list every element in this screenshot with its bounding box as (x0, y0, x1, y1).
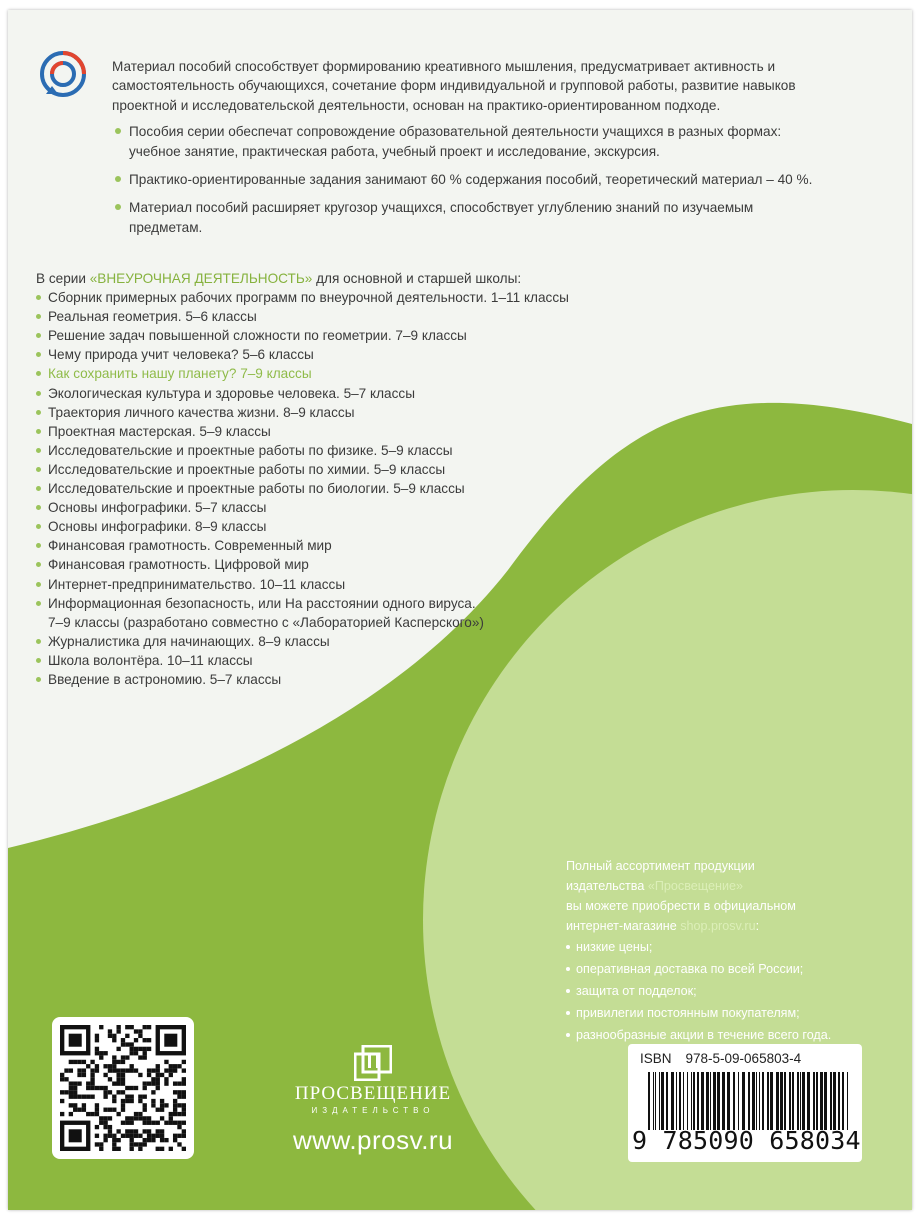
series-list-item (36, 555, 656, 574)
isbn-number: 978-5-09-065803-4 (685, 1051, 802, 1066)
series-logo-icon (38, 48, 94, 104)
series-item-text: Финансовая грамотность. Цифровой мир (48, 557, 309, 573)
publisher-brand: «Просвещение» (647, 879, 743, 893)
bullet-dot-icon (566, 1011, 570, 1015)
series-list-item (36, 575, 656, 594)
bullet-dot-icon (36, 333, 41, 338)
bullet-dot-icon (566, 967, 570, 971)
series-heading-suffix: для основной и старшей школы: (312, 271, 522, 286)
series-list-item (36, 345, 656, 364)
series-item-text: Школа волонтёра. 10–11 классы (48, 652, 253, 668)
series-list-item (36, 384, 656, 403)
qr-code-icon (60, 1025, 186, 1151)
series-item-text: Проектная мастерская. 5–9 классы (48, 423, 271, 439)
bullet-dot-icon (36, 371, 41, 376)
series-list-item (36, 479, 656, 498)
intro-block (103, 57, 815, 246)
series-item-text: Финансовая грамотность. Современный мир (48, 538, 332, 554)
shop-line-text: интернет-магазине (566, 919, 681, 933)
qr-code[interactable] (52, 1017, 194, 1159)
bullet-dot-icon (36, 486, 41, 491)
bullet-dot-icon (36, 391, 41, 396)
series-list-item (36, 326, 656, 345)
publisher-website[interactable]: www.prosv.ru (292, 1125, 454, 1155)
series-item-text: 7–9 классы (разработано совместно с «Лабораторией Касперского») (48, 614, 484, 630)
series-item-text: Введение в астрономию. 5–7 классы (48, 671, 282, 687)
bullet-dot-icon (36, 639, 41, 644)
series-list-item (36, 403, 656, 422)
intro-bullet (115, 122, 815, 161)
series-block (36, 269, 656, 689)
series-book-list (36, 288, 656, 689)
shop-benefit-text: защита от подделок; (576, 984, 697, 998)
shop-benefit (566, 1002, 896, 1024)
shop-line-text: издательства (566, 879, 648, 893)
back-cover (8, 10, 912, 1210)
bullet-dot-icon (36, 429, 41, 434)
shop-line (566, 916, 896, 936)
series-list-item (36, 594, 656, 613)
isbn-barcode (628, 1044, 862, 1162)
publisher-logo-icon (354, 1045, 392, 1081)
shop-benefit (566, 980, 896, 1002)
bullet-dot-icon (566, 1033, 570, 1037)
publisher-subtitle: ИЗДАТЕЛЬСТВО (311, 1106, 435, 1115)
series-item-text: Траектория личного качества жизни. 8–9 классы (48, 404, 355, 420)
series-item-text: Основы инфографики. 8–9 классы (48, 519, 267, 535)
series-item-text: Чему природа учит человека? 5–6 классы (48, 347, 314, 363)
shop-line (566, 876, 896, 896)
bullet-dot-icon (566, 945, 570, 949)
shop-site-link[interactable]: shop.prosv.ru (680, 919, 756, 933)
series-item-text: Исследовательские и проектные работы по химии. 5–9 классы (48, 461, 446, 477)
intro-paragraph: Материал пособий способствует формированию креативного мышления, предусматривает активность и самостоятельность обучающихся, сочетание форм индивидуальной и групповой работы, развитие навыков проектной и исследовательской деятельности, основан на практико-ориентированном подходе. (112, 59, 796, 113)
series-list-item-continuation (36, 613, 656, 632)
series-heading (36, 269, 656, 288)
publisher-name: ПРОСВЕЩЕНИЕ (294, 1083, 452, 1104)
ean-digits: 9 785090 658034 (632, 1126, 861, 1155)
shop-line: Полный ассортимент продукции (566, 859, 755, 873)
bullet-dot-icon (36, 601, 41, 606)
bullet-dot-icon (36, 295, 41, 300)
series-list-item-current (36, 364, 656, 383)
bullet-dot-icon (36, 352, 41, 357)
series-item-text: Экологическая культура и здоровье человека. 5–7 классы (48, 385, 415, 401)
series-item-text: Реальная геометрия. 5–6 классы (48, 309, 257, 325)
series-item-text: Интернет-предпринимательство. 10–11 классы (48, 576, 346, 592)
isbn-label: ISBN (640, 1051, 672, 1066)
series-list-item (36, 307, 656, 326)
shop-benefit-text: привилегии постоянным покупателям; (576, 1006, 800, 1020)
intro-bullet (115, 170, 815, 189)
intro-bullet-text: Материал пособий расширяет кругозор учащихся, способствует углублению знаний по изучаемым предметам. (129, 200, 754, 235)
bullet-dot-icon (36, 562, 41, 567)
series-list-item (36, 422, 656, 441)
series-item-text: Информационная безопасность, или На расстоянии одного вируса. (48, 595, 476, 611)
shop-benefit-text: разнообразные акции в течение всего года. (576, 1028, 832, 1042)
series-item-text: Журналистика для начинающих. 8–9 классы (48, 633, 330, 649)
bullet-dot-icon (36, 582, 41, 587)
series-item-text: Решение задач повышенной сложности по геометрии. 7–9 классы (48, 328, 467, 344)
series-list-item (36, 536, 656, 555)
bullet-dot-icon (115, 128, 121, 134)
publisher-block (263, 1045, 483, 1156)
isbn-line (640, 1051, 801, 1066)
bullet-dot-icon (36, 448, 41, 453)
bullet-dot-icon (36, 543, 41, 548)
bullet-dot-icon (36, 467, 41, 472)
series-item-text: Сборник примерных рабочих программ по внеурочной деятельности. 1–11 классы (48, 290, 569, 306)
bullet-dot-icon (36, 677, 41, 682)
series-item-text: Исследовательские и проектные работы по биологии. 5–9 классы (48, 481, 465, 497)
series-item-text: Как сохранить нашу планету? 7–9 классы (48, 366, 312, 382)
series-list-item (36, 498, 656, 517)
series-item-text: Основы инфографики. 5–7 классы (48, 500, 267, 516)
shop-block (566, 856, 896, 1046)
series-item-text: Исследовательские и проектные работы по физике. 5–9 классы (48, 442, 453, 458)
series-heading-prefix: В серии (36, 271, 90, 286)
bullet-dot-icon (36, 410, 41, 415)
series-list-item (36, 460, 656, 479)
series-list-item (36, 670, 656, 689)
series-list-item (36, 441, 656, 460)
series-list-item (36, 632, 656, 651)
series-list-item (36, 288, 656, 307)
bullet-dot-icon (36, 658, 41, 663)
bullet-dot-icon (115, 176, 121, 182)
series-list-item (36, 651, 656, 670)
barcode-bars-icon (648, 1072, 848, 1130)
shop-benefits-list (566, 936, 896, 1046)
shop-benefit (566, 936, 896, 958)
bullet-dot-icon (115, 204, 121, 210)
bullet-dot-icon (36, 505, 41, 510)
bullet-dot-icon (36, 524, 41, 529)
series-name: «ВНЕУРОЧНАЯ ДЕЯТЕЛЬНОСТЬ» (89, 271, 313, 286)
shop-line: вы можете приобрести в официальном (566, 899, 796, 913)
intro-bullet-text: Пособия серии обеспечат сопровождение образовательной деятельности учащихся в разных формах: учебное занятие, практическая работа, учебный проект и исследование, экскурсия. (129, 124, 782, 159)
shop-benefit (566, 1024, 896, 1046)
intro-bullet-list (103, 122, 815, 237)
shop-benefit-text: низкие цены; (576, 940, 653, 954)
series-list-item (36, 517, 656, 536)
shop-line-text: : (755, 919, 760, 933)
intro-bullet (115, 198, 815, 237)
shop-benefit-text: оперативная доставка по всей России; (576, 962, 804, 976)
shop-benefit (566, 958, 896, 980)
bullet-dot-icon (566, 989, 570, 993)
intro-bullet-text: Практико-ориентированные задания занимают 60 % содержания пособий, теоретический материал – 40 %. (129, 172, 813, 188)
bullet-dot-icon (36, 314, 41, 319)
